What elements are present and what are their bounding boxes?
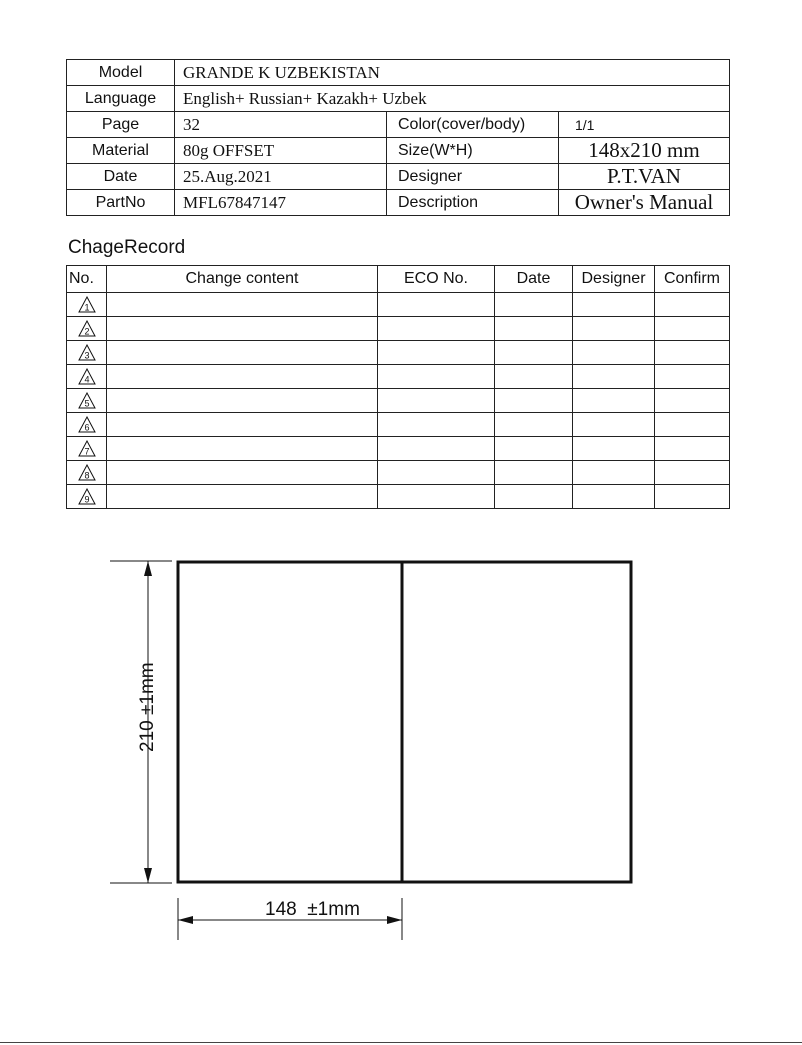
width-dimension-label: 148 ±1mm	[265, 899, 360, 920]
revision-number: 6	[83, 422, 90, 433]
color-label: Color(cover/body)	[387, 112, 559, 138]
designer-value: P.T.VAN	[559, 164, 730, 190]
language-label: Language	[67, 86, 175, 112]
size-value: 148x210 mm	[559, 138, 730, 164]
designer-label: Designer	[387, 164, 559, 190]
arrow-right-icon	[387, 916, 402, 924]
revision-number: 3	[83, 350, 90, 361]
page-label: Page	[67, 112, 175, 138]
model-label: Model	[67, 60, 175, 86]
arrow-down-icon	[144, 868, 152, 883]
page-outline	[178, 562, 631, 882]
page-value: 32	[175, 112, 387, 138]
material-value: 80g OFFSET	[175, 138, 387, 164]
partno-label: PartNo	[67, 190, 175, 216]
description-value: Owner's Manual	[559, 190, 730, 216]
date-value: 25.Aug.2021	[175, 164, 387, 190]
revision-number: 2	[83, 326, 90, 337]
change-record-title: ChageRecord	[68, 237, 186, 258]
revision-number: 5	[83, 398, 90, 409]
description-label: Description	[387, 190, 559, 216]
material-label: Material	[67, 138, 175, 164]
language-value: English+ Russian+ Kazakh+ Uzbek	[175, 86, 730, 112]
header-designer: Designer	[573, 266, 655, 293]
header-change-content: Change content	[107, 266, 378, 293]
date-label: Date	[67, 164, 175, 190]
size-label: Size(W*H)	[387, 138, 559, 164]
revision-number: 9	[83, 494, 90, 505]
header-confirm: Confirm	[655, 266, 730, 293]
model-value: GRANDE K UZBEKISTAN	[175, 60, 730, 86]
bottom-rule	[0, 1042, 802, 1043]
revision-number: 1	[83, 302, 90, 313]
partno-value: MFL67847147	[175, 190, 387, 216]
header-date: Date	[495, 266, 573, 293]
header-eco-no: ECO No.	[378, 266, 495, 293]
arrow-left-icon	[178, 916, 193, 924]
height-dimension-label: 210 ±1mm	[137, 662, 158, 752]
revision-number: 7	[83, 446, 90, 457]
color-value: 1/1	[559, 112, 730, 138]
revision-number: 4	[83, 374, 90, 385]
arrow-up-icon	[144, 561, 152, 576]
revision-number: 8	[83, 470, 90, 481]
header-no: No.	[67, 266, 107, 293]
